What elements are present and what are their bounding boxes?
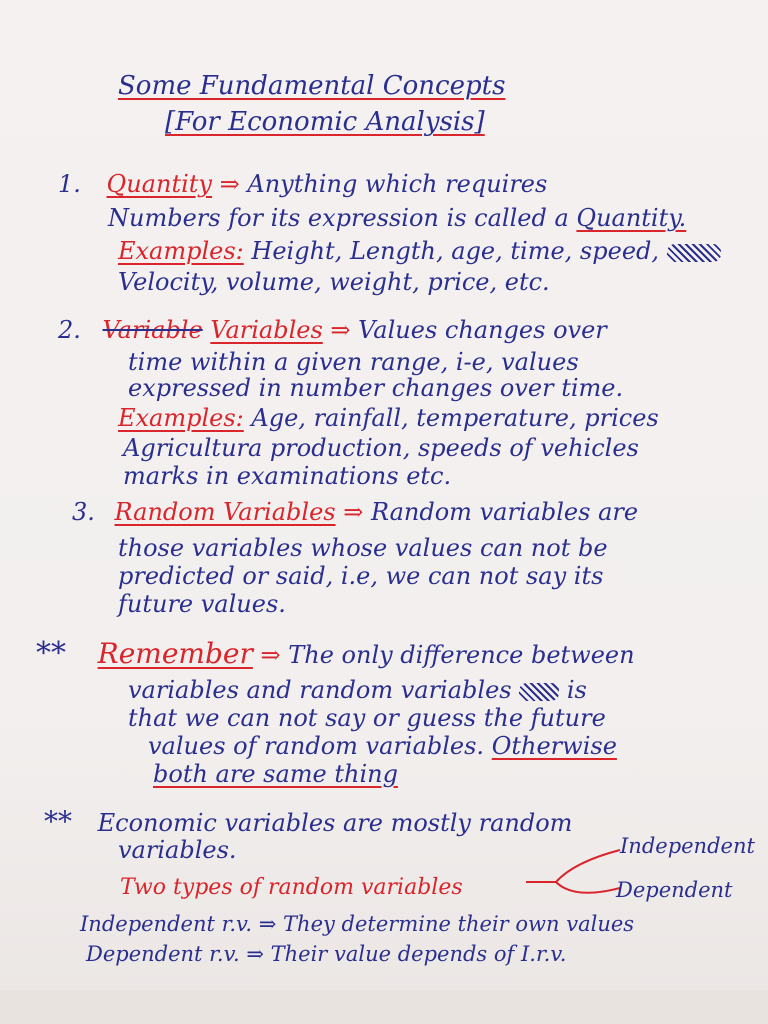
item1-line3: Examples: Height, Length, age, time, speed, [118,237,721,265]
item1-line4: Velocity, volume, weight, price, etc. [118,268,550,296]
random-variables-term: Random Variables [114,498,336,526]
types-label: Two types of random variables [120,875,463,900]
item2-line2: time within a given range, i-e, values [128,348,579,376]
note2-line2: variables. [118,836,237,864]
note2-line1: ** Economic variables are mostly random [44,805,573,838]
item3-line4: future values. [118,590,286,618]
item1-line1: 1. Quantity ⇒ Anything which requires [58,170,548,198]
item3-line1: 3. Random Variables ⇒ Random variables are [72,498,639,526]
item3-line3: predicted or said, i.e, we can not say its [118,562,604,590]
remember-term: Remember [97,637,253,670]
remember-line2: variables and random variables is [128,676,587,704]
item2-line3: expressed in number changes over time. [128,374,624,402]
item3-line2: those variables whose values can not be [118,534,608,562]
page-subtitle: [For Economic Analysis] [165,107,485,137]
item2-line6: marks in examinations etc. [123,462,452,490]
item2-line4: Examples: Age, rainfall, temperature, prices [118,404,659,432]
quantity-term: Quantity [106,170,212,198]
item2-line1: 2. Variable Variables ⇒ Values changes over [58,316,607,344]
independent-def: Independent r.v. ⇒ They determine their own values [80,912,635,936]
remember-line5: both are same thing [153,760,398,788]
types-branch-top: Independent [620,834,755,858]
remember-line1: ** Remember ⇒ The only difference between [36,636,635,671]
variables-term: Variables [210,316,323,344]
item2-line5: Agricultura production, speeds of vehicles [123,434,639,462]
remember-line4: values of random variables. Otherwise [148,732,617,760]
types-branch-bottom: Dependent [616,878,733,902]
page-title: Some Fundamental Concepts [118,71,506,101]
remember-line3: that we can not say or guess the future [128,704,606,732]
dependent-def: Dependent r.v. ⇒ Their value depends of I.r.v. [86,942,567,966]
item1-line2: Numbers for its expression is called a Quantity. [108,204,687,232]
